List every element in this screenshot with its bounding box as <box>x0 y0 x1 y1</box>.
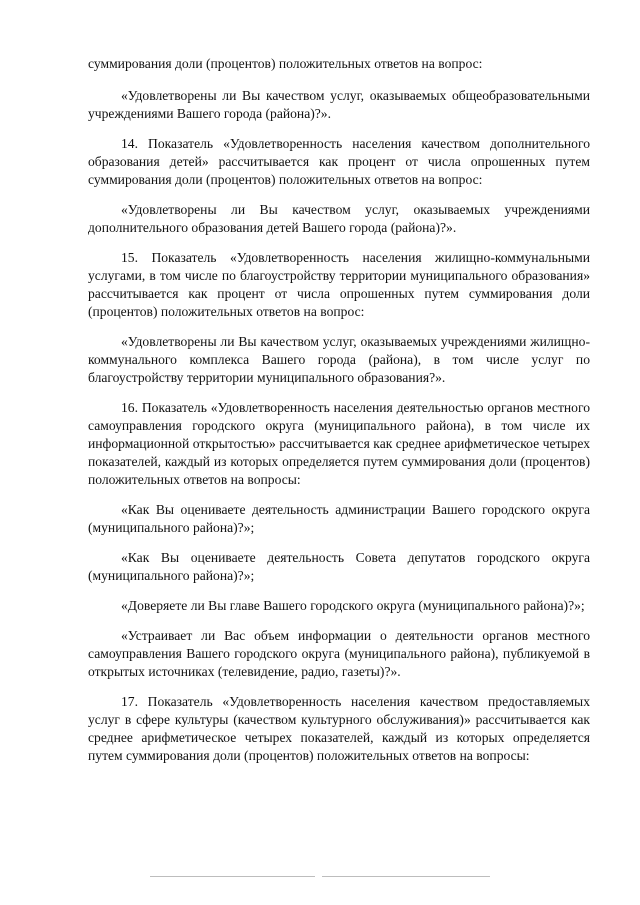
paragraph-item-14: 14. Показатель «Удовлетворенность населения качеством дополнительного образования детей» рассчитывается как процент от числа опрошенных путем суммирования доли (процентов) положительных ответов на вопрос: <box>88 136 590 187</box>
paragraph-question-additional-education: «Удовлетворены ли Вы качеством услуг, оказываемых учреждениями дополнительного образования детей Вашего города (района)?». <box>88 202 590 235</box>
document-page <box>88 55 590 777</box>
paragraph-continuation: суммирования доли (процентов) положительных ответов на вопрос: <box>88 56 483 71</box>
footer-divider-right <box>322 876 490 877</box>
paragraph-question-general-education: «Удовлетворены ли Вы качеством услуг, оказываемых общеобразовательными учреждениями Вашего города (района)?». <box>88 88 590 121</box>
paragraph-question-housing-services: «Удовлетворены ли Вы качеством услуг, оказываемых учреждениями жилищно-коммунального комплекса Вашего города (района), в том числе услуг по благоустройству территории муниципального образования?». <box>88 334 590 385</box>
paragraph-question-information: «Устраивает ли Вас объем информации о деятельности органов местного самоуправления Вашего городского округа (муниципального района), публикуемой в открытых источниках (телевидение, радио, газеты)?». <box>88 628 590 679</box>
paragraph-question-council: «Как Вы оцениваете деятельность Совета депутатов городского округа (муниципального района)?»; <box>88 550 590 583</box>
paragraph-item-16: 16. Показатель «Удовлетворенность населения деятельностью органов местного самоуправления городского округа (муниципального района), в том числе их информационной открытостью» рассчитывается как среднее арифметическое четырех показателей, каждый из которых определяется путем суммирования доли (процентов) положительных ответов на вопросы: <box>88 400 590 487</box>
footer-divider-left <box>150 876 315 877</box>
paragraph-item-17: 17. Показатель «Удовлетворенность населения качеством предоставляемых услуг в сфере культуры (качеством культурного обслуживания)» рассчитывается как среднее арифметическое четырех показателей, каждый из которых определяется путем суммирования доли (процентов) положительных ответов на вопросы: <box>88 694 590 763</box>
paragraph-item-15: 15. Показатель «Удовлетворенность населения жилищно-коммунальными услугами, в том числе по благоустройству территории муниципального образования» рассчитывается как процент от числа опрошенных путем суммирования доли (процентов) положительных ответов на вопрос: <box>88 250 590 319</box>
paragraph-question-trust-head: «Доверяете ли Вы главе Вашего городского округа (муниципального района)?»; <box>121 598 585 613</box>
paragraph-question-administration: «Как Вы оцениваете деятельность администрации Вашего городского округа (муниципального района)?»; <box>88 502 590 535</box>
